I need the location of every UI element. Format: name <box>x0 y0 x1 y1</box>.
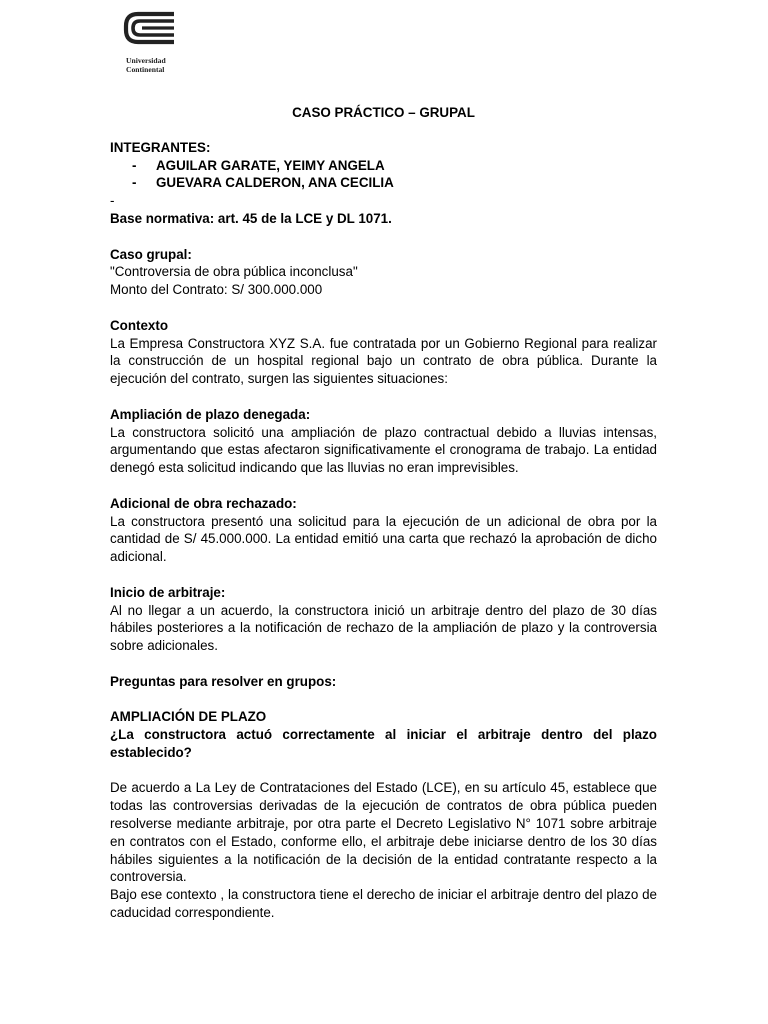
integrantes-label: INTEGRANTES: <box>110 139 211 155</box>
preguntas-heading: Preguntas para resolver en grupos: <box>110 673 337 689</box>
member-item: - AGUILAR GARATE, YEIMY ANGELA <box>132 157 385 173</box>
section-answer-1: De acuerdo a La Ley de Contrataciones del Estado (LCE), en su artículo 45, establece que todas las controversias derivadas de la ejecución de contratos de obra pública pueden resolverse mediante arbitraje, por otra parte el Decreto Legislativo N° 1071 sobre arbitraje en contratos con el Estado, conforme ello, el arbitraje debe iniciarse dentro de los 30 días hábiles siguientes a la notificación de la decisión de la entidad contratante respecto a la controversia. <box>110 780 657 885</box>
section-answer-2: Bajo ese contexto , la constructora tiene el derecho de iniciar el arbitraje dentro del plazo de caducidad correspondiente. <box>110 887 657 921</box>
base-normativa: Base normativa: art. 45 de la LCE y DL 1071. <box>110 210 392 226</box>
arbitraje-heading: Inicio de arbitraje: <box>110 584 226 600</box>
adicional-text: La constructora presentó una solicitud para la ejecución de un adicional de obra por la cantidad de S/ 45.000.000. La entidad emitió una carta que rechazó la aprobación de dicho adicional. <box>110 513 657 565</box>
extra-dash: - <box>110 193 115 209</box>
ampliacion-heading: Ampliación de plazo denegada: <box>110 406 311 422</box>
contexto-text: La Empresa Constructora XYZ S.A. fue contratada por un Gobierno Regional para realizar la construcción de un hospital regional bajo un contrato de obra pública. Durante la ejecución del contrato, surgen las siguientes situaciones: <box>110 335 657 387</box>
logo-line-1: Universidad <box>126 56 166 65</box>
adicional-heading: Adicional de obra rechazado: <box>110 495 297 511</box>
document-body <box>110 104 657 922</box>
member-name: GUEVARA CALDERON, ANA CECILIA <box>156 175 394 191</box>
member-item: - GUEVARA CALDERON, ANA CECILIA <box>132 175 394 191</box>
logo-line-2: Continental <box>126 65 165 74</box>
section-heading: AMPLIACIÓN DE PLAZO <box>110 709 267 725</box>
document-title: CASO PRÁCTICO – GRUPAL <box>292 105 475 120</box>
caso-monto: Monto del Contrato: S/ 300.000.000 <box>110 282 323 298</box>
ampliacion-text: La constructora solicitó una ampliación de plazo contractual debido a lluvias intensas, argumentando que estas afectaron significativamente el cronograma de trabajo. La entidad denegó esta solicitud indicando que las lluvias no eran imprevisibles. <box>110 424 657 476</box>
member-name: AGUILAR GARATE, YEIMY ANGELA <box>156 157 385 173</box>
caso-name: "Controversia de obra pública inconclusa" <box>110 264 358 280</box>
continental-logo-icon <box>118 8 198 58</box>
caso-heading: Caso grupal: <box>110 246 192 262</box>
logo-text <box>126 56 166 74</box>
arbitraje-text: Al no llegar a un acuerdo, la constructora inició un arbitraje dentro del plazo de 30 días hábiles posteriores a la notificación de rechazo de la ampliación de plazo y la controversia sobre adicionales. <box>110 602 657 654</box>
section-question: ¿La constructora actuó correctamente al iniciar el arbitraje dentro del plazo establecido? <box>110 727 657 760</box>
contexto-heading: Contexto <box>110 317 169 333</box>
